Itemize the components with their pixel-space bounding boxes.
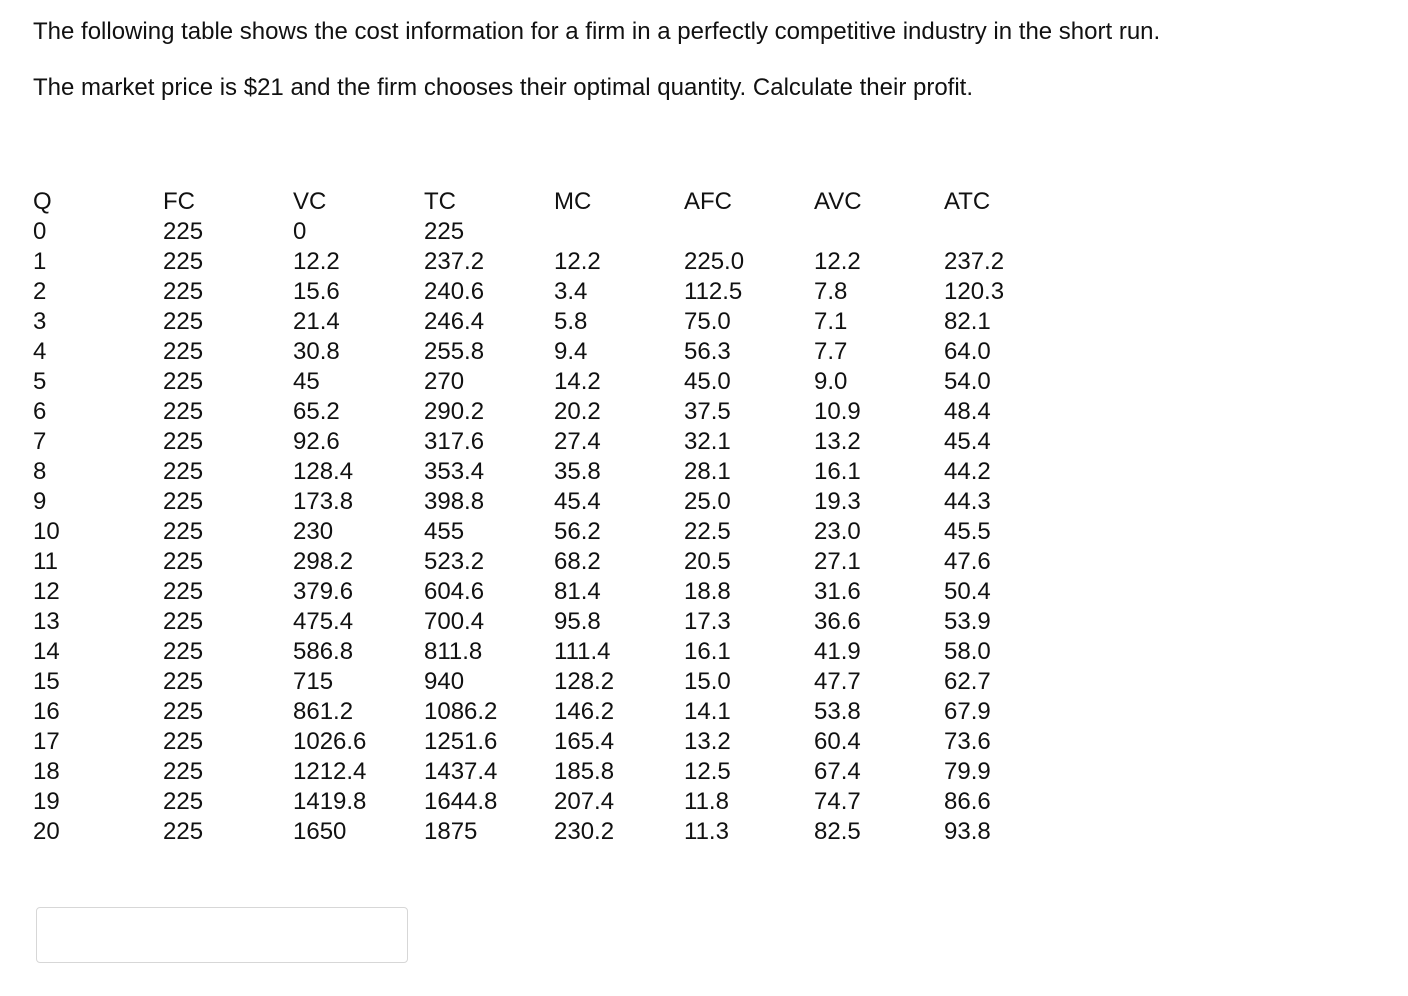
cell-mc: 128.2	[554, 668, 615, 695]
cell-mc: 45.4	[554, 488, 601, 515]
cell-avc: 47.7	[814, 668, 861, 695]
question-line-2: The market price is $21 and the firm chooses their optimal quantity. Calculate their profit.	[33, 74, 973, 101]
cell-tc: 246.4	[424, 308, 485, 335]
cell-mc: 56.2	[554, 518, 601, 545]
cell-fc: 225	[163, 458, 204, 485]
cell-vc: 1650	[293, 818, 347, 845]
column-header-avc: AVC	[814, 188, 862, 215]
cell-vc: 12.2	[293, 248, 340, 275]
cell-afc: 11.3	[684, 818, 729, 845]
cell-atc: 93.8	[944, 818, 991, 845]
cell-tc: 1875	[424, 818, 478, 845]
cost-table	[33, 187, 1034, 847]
cell-vc: 92.6	[293, 428, 340, 455]
cell-q: 12	[33, 578, 60, 605]
cell-q: 7	[33, 428, 47, 455]
cell-tc: 317.6	[424, 428, 485, 455]
cell-fc: 225	[163, 248, 204, 275]
cell-afc: 16.1	[684, 638, 731, 665]
cell-fc: 225	[163, 668, 204, 695]
cell-afc: 25.0	[684, 488, 731, 515]
cell-vc: 586.8	[293, 638, 354, 665]
cell-avc: 13.2	[814, 428, 861, 455]
cell-q: 5	[33, 368, 47, 395]
cell-afc: 18.8	[684, 578, 731, 605]
cell-q: 15	[33, 668, 60, 695]
cell-atc: 50.4	[944, 578, 991, 605]
cell-tc: 1086.2	[424, 698, 498, 725]
cell-fc: 225	[163, 728, 204, 755]
cell-vc: 298.2	[293, 548, 354, 575]
table-row	[33, 577, 1034, 607]
table-row	[33, 307, 1034, 337]
table-row	[33, 667, 1034, 697]
cell-avc: 9.0	[814, 368, 848, 395]
cell-tc: 811.8	[424, 638, 483, 665]
cell-atc	[944, 217, 1034, 247]
cell-afc: 14.1	[684, 698, 731, 725]
cell-mc: 5.8	[554, 308, 588, 335]
cell-q: 0	[33, 218, 47, 245]
table-row	[33, 457, 1034, 487]
cell-fc: 225	[163, 638, 204, 665]
cell-tc: 1251.6	[424, 728, 498, 755]
cell-tc: 237.2	[424, 248, 485, 275]
cell-tc: 1437.4	[424, 758, 498, 785]
table-header-row	[33, 187, 1034, 217]
cell-fc: 225	[163, 338, 204, 365]
cell-atc: 62.7	[944, 668, 991, 695]
cell-afc: 225.0	[684, 248, 745, 275]
cell-tc: 255.8	[424, 338, 485, 365]
table-row	[33, 757, 1034, 787]
cell-vc: 475.4	[293, 608, 354, 635]
cell-afc: 17.3	[684, 608, 731, 635]
cell-q: 20	[33, 818, 60, 845]
cell-fc: 225	[163, 278, 204, 305]
table-body	[33, 217, 1034, 847]
cell-afc: 112.5	[684, 278, 743, 305]
cell-mc: 81.4	[554, 578, 601, 605]
cell-vc: 30.8	[293, 338, 340, 365]
cell-mc: 207.4	[554, 788, 615, 815]
cell-avc: 7.7	[814, 338, 848, 365]
cell-avc: 16.1	[814, 458, 861, 485]
cell-vc: 861.2	[293, 698, 354, 725]
cell-avc: 27.1	[814, 548, 861, 575]
cell-q: 6	[33, 398, 47, 425]
cell-atc: 44.2	[944, 458, 991, 485]
cell-avc: 41.9	[814, 638, 861, 665]
cell-tc: 523.2	[424, 548, 485, 575]
cell-afc: 45.0	[684, 368, 731, 395]
cell-vc: 65.2	[293, 398, 340, 425]
cell-vc: 230	[293, 518, 334, 545]
cell-mc: 9.4	[554, 338, 588, 365]
cell-afc: 22.5	[684, 518, 731, 545]
table-row	[33, 337, 1034, 367]
cell-avc: 74.7	[814, 788, 861, 815]
cell-mc: 95.8	[554, 608, 601, 635]
table-row	[33, 517, 1034, 547]
cell-mc: 12.2	[554, 248, 601, 275]
cell-atc: 48.4	[944, 398, 991, 425]
cell-q: 18	[33, 758, 60, 785]
cell-mc: 165.4	[554, 728, 615, 755]
cell-avc: 23.0	[814, 518, 861, 545]
cell-avc: 19.3	[814, 488, 861, 515]
cell-vc: 715	[293, 668, 334, 695]
cell-atc: 86.6	[944, 788, 991, 815]
cell-atc: 120.3	[944, 278, 1005, 305]
table-row	[33, 217, 1034, 247]
table-row	[33, 547, 1034, 577]
cell-avc: 67.4	[814, 758, 861, 785]
table-row	[33, 397, 1034, 427]
table-row	[33, 787, 1034, 817]
cell-tc: 225	[424, 218, 465, 245]
cell-afc: 11.8	[684, 788, 729, 815]
table-row	[33, 607, 1034, 637]
column-header-mc: MC	[554, 188, 592, 215]
cell-q: 1	[33, 248, 47, 275]
cell-atc: 79.9	[944, 758, 991, 785]
column-header-atc: ATC	[944, 188, 991, 215]
table-row	[33, 277, 1034, 307]
cell-atc: 67.9	[944, 698, 991, 725]
cell-afc: 56.3	[684, 338, 731, 365]
cell-mc: 230.2	[554, 818, 615, 845]
cell-atc: 73.6	[944, 728, 991, 755]
cell-mc: 111.4	[554, 638, 611, 665]
cell-fc: 225	[163, 578, 204, 605]
column-header-fc: FC	[163, 188, 195, 215]
cell-mc	[554, 217, 684, 247]
cell-afc: 15.0	[684, 668, 731, 695]
cell-fc: 225	[163, 368, 204, 395]
cell-atc: 237.2	[944, 248, 1005, 275]
cell-q: 16	[33, 698, 60, 725]
table-row	[33, 817, 1034, 847]
cell-tc: 270	[424, 368, 465, 395]
cell-avc: 82.5	[814, 818, 861, 845]
cell-q: 14	[33, 638, 60, 665]
cell-afc	[684, 217, 814, 247]
cell-vc: 128.4	[293, 458, 354, 485]
cell-tc: 700.4	[424, 608, 485, 635]
column-header-tc: TC	[424, 188, 456, 215]
cell-atc: 64.0	[944, 338, 991, 365]
cell-atc: 44.3	[944, 488, 991, 515]
cell-atc: 82.1	[944, 308, 991, 335]
cell-tc: 940	[424, 668, 465, 695]
cell-vc: 1419.8	[293, 788, 367, 815]
cell-avc: 7.8	[814, 278, 848, 305]
cell-vc: 1212.4	[293, 758, 367, 785]
column-header-afc: AFC	[684, 188, 732, 215]
table-row	[33, 367, 1034, 397]
cell-mc: 68.2	[554, 548, 601, 575]
cell-fc: 225	[163, 788, 204, 815]
cell-avc: 10.9	[814, 398, 861, 425]
table-row	[33, 247, 1034, 277]
cell-atc: 58.0	[944, 638, 991, 665]
cell-q: 10	[33, 518, 60, 545]
cell-vc: 0	[293, 218, 307, 245]
cell-vc: 15.6	[293, 278, 340, 305]
cell-tc: 1644.8	[424, 788, 498, 815]
cell-mc: 27.4	[554, 428, 601, 455]
cell-vc: 45	[293, 368, 320, 395]
table-row	[33, 427, 1034, 457]
table-row	[33, 637, 1034, 667]
cell-fc: 225	[163, 308, 204, 335]
table-row	[33, 697, 1034, 727]
cell-q: 4	[33, 338, 47, 365]
cell-q: 9	[33, 488, 47, 515]
cell-afc: 13.2	[684, 728, 731, 755]
cell-vc: 1026.6	[293, 728, 367, 755]
cell-tc: 353.4	[424, 458, 485, 485]
cell-fc: 225	[163, 608, 204, 635]
cell-mc: 20.2	[554, 398, 601, 425]
cell-q: 8	[33, 458, 47, 485]
cell-q: 19	[33, 788, 60, 815]
cell-afc: 75.0	[684, 308, 731, 335]
column-header-q: Q	[33, 188, 52, 215]
cell-fc: 225	[163, 548, 204, 575]
cell-mc: 35.8	[554, 458, 601, 485]
cell-avc: 36.6	[814, 608, 861, 635]
cell-vc: 173.8	[293, 488, 354, 515]
cell-q: 17	[33, 728, 60, 755]
cell-avc: 53.8	[814, 698, 861, 725]
cell-mc: 185.8	[554, 758, 615, 785]
table-row	[33, 487, 1034, 517]
cell-mc: 14.2	[554, 368, 601, 395]
cell-vc: 379.6	[293, 578, 354, 605]
cell-afc: 20.5	[684, 548, 731, 575]
cell-fc: 225	[163, 488, 204, 515]
cell-q: 3	[33, 308, 47, 335]
cell-fc: 225	[163, 758, 204, 785]
cell-avc: 31.6	[814, 578, 861, 605]
cell-tc: 240.6	[424, 278, 485, 305]
cell-afc: 28.1	[684, 458, 731, 485]
column-header-vc: VC	[293, 188, 327, 215]
table-row	[33, 727, 1034, 757]
cell-fc: 225	[163, 398, 204, 425]
cell-fc: 225	[163, 518, 204, 545]
answer-input[interactable]	[36, 907, 408, 963]
cell-tc: 290.2	[424, 398, 485, 425]
cell-avc: 7.1	[814, 308, 848, 335]
cell-vc: 21.4	[293, 308, 340, 335]
cell-afc: 32.1	[684, 428, 731, 455]
cell-mc: 146.2	[554, 698, 615, 725]
cell-avc: 12.2	[814, 248, 861, 275]
cell-atc: 47.6	[944, 548, 991, 575]
cell-fc: 225	[163, 428, 204, 455]
cell-afc: 37.5	[684, 398, 731, 425]
cell-avc: 60.4	[814, 728, 861, 755]
cell-q: 2	[33, 278, 47, 305]
cell-atc: 54.0	[944, 368, 991, 395]
cell-afc: 12.5	[684, 758, 731, 785]
cell-fc: 225	[163, 698, 204, 725]
cell-tc: 455	[424, 518, 465, 545]
question-line-1: The following table shows the cost information for a firm in a perfectly competitive industry in the short run.	[33, 18, 1161, 45]
cell-atc: 45.4	[944, 428, 991, 455]
cell-tc: 398.8	[424, 488, 485, 515]
cell-q: 13	[33, 608, 60, 635]
cell-fc: 225	[163, 218, 204, 245]
cell-q: 11	[33, 548, 58, 575]
cell-fc: 225	[163, 818, 204, 845]
cell-avc	[814, 217, 944, 247]
cell-atc: 45.5	[944, 518, 991, 545]
cell-tc: 604.6	[424, 578, 485, 605]
cell-atc: 53.9	[944, 608, 991, 635]
cell-mc: 3.4	[554, 278, 588, 305]
